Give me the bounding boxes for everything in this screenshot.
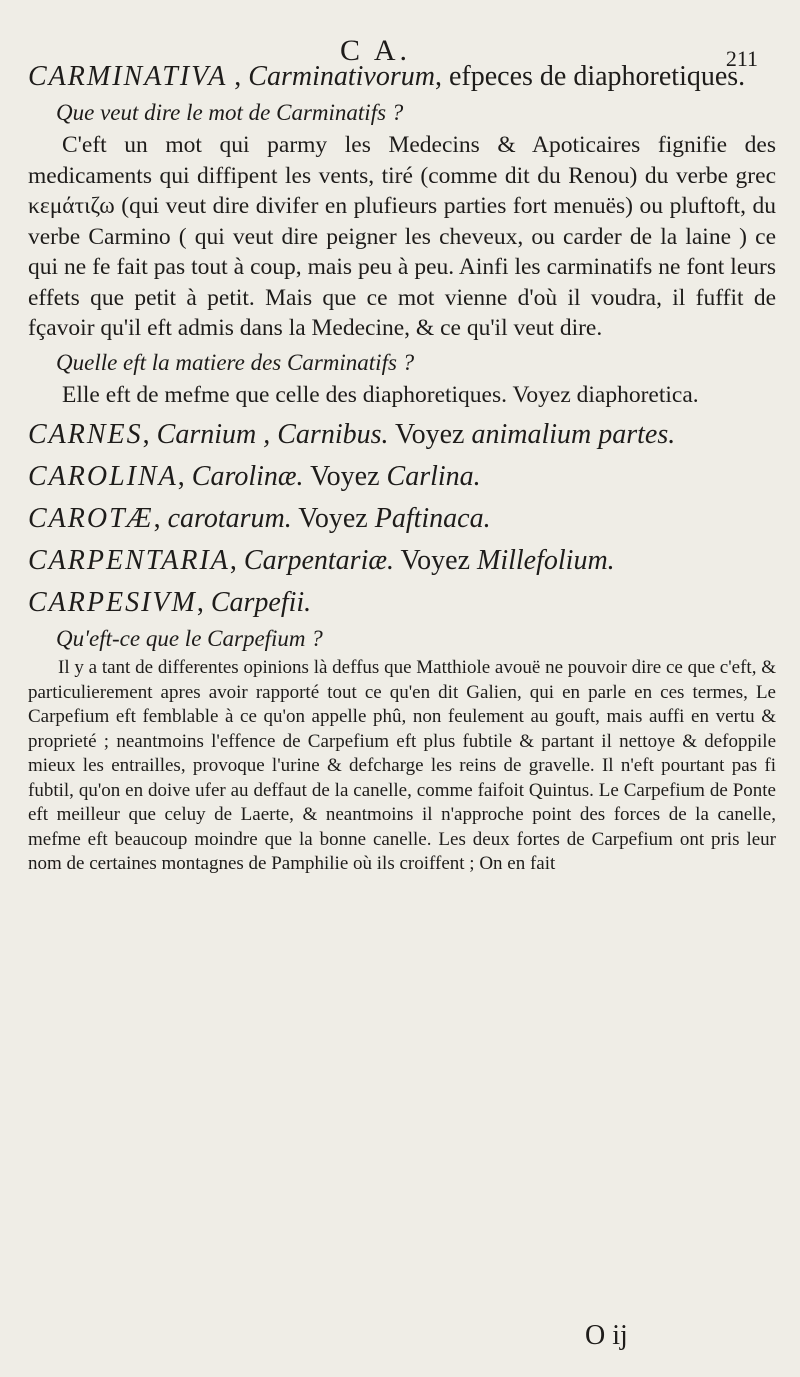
entry-text: , efpeces de diaphoretiques.: [434, 61, 746, 92]
entry-headword: CARNES: [28, 419, 143, 450]
entry-latin: Carpefii.: [210, 587, 312, 618]
entry-voyez: Voyez: [298, 503, 368, 534]
entry-carotae: CAROTÆ, carotarum. Voyez Paftinaca.: [28, 503, 491, 534]
entry-separator: ,: [227, 61, 249, 92]
entry-carnes: CARNES, Carnium , Carnibus. Voyez animalium partes.: [28, 419, 676, 450]
entry-headword: CAROTÆ: [28, 503, 154, 534]
entry-reference: Millefolium.: [477, 545, 615, 576]
entry-carpesium: CARPESIVM, Carpefii.: [28, 587, 312, 618]
entry-latin: carotarum.: [167, 503, 292, 534]
paragraph: Il y a tant de differentes opinions là deffus que Matthiole avouë ne pouvoir dire ce que c'eft, & particulierement apres avoir rapporté tout ce qu'en dit Galien, qui en parle en ces termes, Le Carpefium eft femblable à ce qu'on appelle phû, non feulement au gouft, mais auffi en vertu & proprieté ; neantmoins l'effence de Carpefium eft plus fubtile & partant il nettoye & defoppile mieux les entrailles, provoque l'urine & defcharge les reins de gravelle. Il n'eft pourtant pas fi fubtil, qu'on en doive ufer au deffaut de la canelle, comme faifoit Quintus. Le Carpefium de Ponte eft meilleur que celuy de Laerte, & neantmoins il n'approche point des forces de la canelle, mefme eft beaucoup moindre que la bonne canelle. Les deux fortes de Carpefium ont pris leur nom de certaines montagnes de Pamphilie où ils croiffent ; On en fait: [28, 657, 776, 874]
paragraph: C'eft un mot qui parmy les Medecins & Apoticaires fignifie des medicaments qui diffipent les vents, tiré (comme dit du Renou) du verbe grec κεμάτιζω (qui veut dire divifer en plufieurs parties fort menuës) ou pluftoft, du verbe Carmino ( qui veut dire peigner les cheveux, ou carder de la laine ) ce qui ne fe fait pas tout à coup, mais peu à peu. Ainfi les carminatifs ne font leurs effets que petit à petit. Mais que ce mot vienne d'où il voudra, il fuffit de fçavoir qu'il eft admis dans la Medecine, & ce qu'il veut dire.: [28, 132, 776, 341]
entry-reference: Paftinaca.: [374, 503, 491, 534]
entry-carolina: CAROLINA, Carolinæ. Voyez Carlina.: [28, 461, 481, 492]
entry-reference: Carlina.: [386, 461, 481, 492]
page-body: [28, 60, 776, 877]
question-heading: Qu'eft-ce que le Carpefium ?: [56, 626, 323, 651]
entry-voyez: Voyez: [310, 461, 380, 492]
entry-voyez: Voyez: [400, 545, 471, 576]
entry-latin: Carminativorum: [248, 61, 435, 92]
entry-headword: CARPENTARIA: [28, 545, 230, 576]
entry-carpentaria: CARPENTARIA, Carpentariæ. Voyez Millefolium.: [28, 545, 615, 576]
entry-latin: Carpentariæ.: [243, 545, 395, 576]
entry-headword: CARMINATIVA: [28, 61, 228, 92]
paragraph: Elle eft de mefme que celle des diaphoretiques. Voyez diaphoretica.: [62, 381, 699, 408]
entry-headword: CAROLINA: [28, 461, 178, 492]
entry-carminativa: [28, 60, 776, 94]
question-heading: Quelle eft la matiere des Carminatifs ?: [56, 349, 415, 375]
page-number: 211: [725, 46, 758, 71]
running-head-title: C A.: [340, 34, 412, 67]
entry-reference: animalium partes.: [471, 419, 676, 450]
entry-latin: Carolinæ.: [191, 461, 304, 492]
entry-headword: CARPESIVM: [28, 587, 197, 618]
catchword: O ij: [585, 1320, 628, 1351]
entry-voyez: Voyez: [395, 419, 465, 450]
entry-latin: Carnium , Carnibus.: [156, 419, 389, 450]
question-heading: Que veut dire le mot de Carminatifs ?: [56, 100, 404, 125]
